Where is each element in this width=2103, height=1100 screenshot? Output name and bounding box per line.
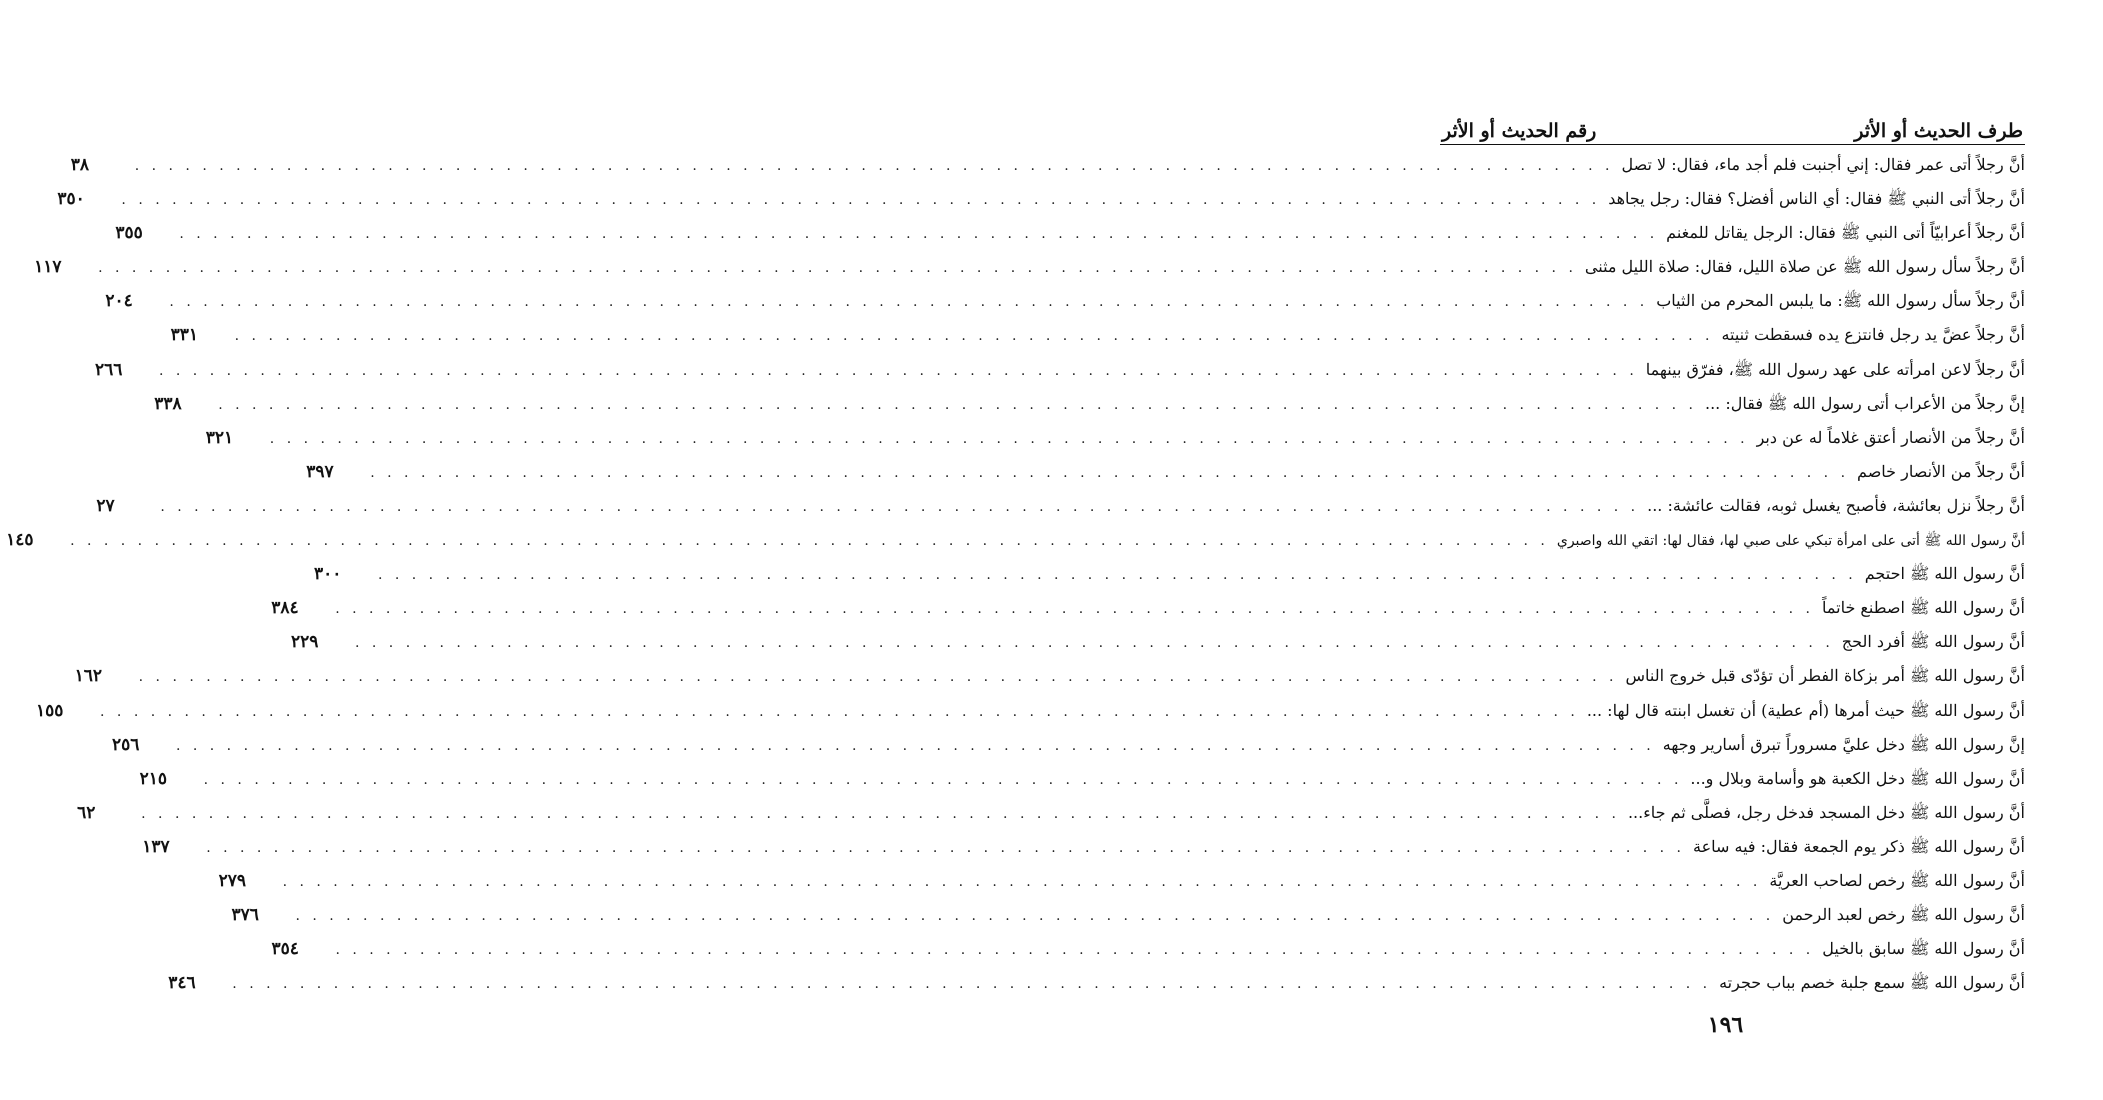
leader-dots: . . . . . . . . . . . . . . . . . . . . . . . . . . . . . . . . . . . . . . . . . . . . . . . . . . . . . . . . . . . . . . . . . . . . . . . . . . . . . . . . . . . . . . . . (232, 976, 1712, 993)
hadith-text: أنَّ رجلاً عضَّ يد رجل فانتزع يده فسقطت ثنيته (1721, 325, 2025, 345)
list-item (142, 836, 2025, 871)
hadith-number: ٢٦٦ (95, 359, 123, 380)
leader-dots: . . . . . . . . . . . . . . . . . . . . . . . . . . . . . . . . . . . . . . . . . . . . . . . . . . . . . . . . . . . . . . . . . . . . . . . . . . . . . . . . . . . . . . . . (98, 260, 1577, 277)
hadith-number: ٣٢١ (205, 427, 234, 448)
list-item (231, 905, 2025, 939)
leader-dots: . . . . . . . . . . . . . . . . . . . . . . . . . . . . . . . . . . . . . . . . . . . . . . . . . . . . . . . . . . . . . . . . . . . . . . . . . . . . . . . . . . . . . . . . (355, 635, 1834, 652)
list-item (139, 768, 2025, 803)
hadith-number: ٢١٥ (139, 768, 168, 789)
header-divider (1440, 144, 2025, 145)
hadith-number: ٦٢ (77, 802, 96, 823)
leader-dots: . . . . . . . . . . . . . . . . . . . . . . . . . . . . . . . . . . . . . . . . . . . . . . . . . . . . . . . . . . . . . . . . . . . . . . . . . . . . . . . . . . . . . . . . (335, 601, 1814, 618)
hadith-number: ٣٥٤ (271, 939, 299, 960)
hadith-number: ٣٣١ (170, 325, 199, 346)
hadith-text: أنَّ رسول الله ﷺ سابق بالخيل (1822, 939, 2025, 959)
list-item (95, 359, 2025, 394)
list-item (170, 325, 2025, 359)
hadith-number: ٣٣٨ (154, 393, 182, 414)
list-item (115, 223, 2025, 257)
hadith-number: ٣٥٥ (115, 223, 143, 244)
column-title-number: رقم الحديث أو الأثر (1442, 120, 1597, 142)
hadith-number: ١٣٧ (142, 836, 170, 857)
hadith-number: ١١٧ (34, 257, 62, 278)
list-item (271, 598, 2025, 632)
list-item (111, 734, 2025, 769)
hadith-text: أنَّ رسول الله ﷺ أمر بزكاة الفطر أن تؤدّى قبل خروج الناس (1625, 666, 2025, 686)
leader-dots: . . . . . . . . . . . . . . . . . . . . . . . . . . . . . . . . . . . . . . . . . . . . . . . . . . . . . . . . . . . . . . . . . . . . . . . . . . . . . . . . . . . . . . . . (141, 805, 1620, 822)
leader-dots: . . . . . . . . . . . . . . . . . . . . . . . . . . . . . . . . . . . . . . . . . . . . . . . . . . . . . . . . . . . . . . . . . . . . . . . . . . . . . . . . . . . . . . . . (138, 669, 1618, 686)
hadith-number: ٣٩٧ (306, 461, 334, 482)
leader-dots: . . . . . . . . . . . . . . . . . . . . . . . . . . . . . . . . . . . . . . . . . . . . . . . . . . . . . . . . . . . . . . . . . . . . . . . . . . . . . . . . . . . . . . . . (295, 908, 1775, 925)
list-item (154, 393, 2025, 428)
hadith-number: ٢٧ (96, 495, 115, 516)
hadith-text: أنَّ رجلاً أتى النبي ﷺ فقال: أي الناس أفضل؟ فقال: رجل يجاهد (1608, 189, 2025, 209)
leader-dots: . . . . . . . . . . . . . . . . . . . . . . . . . . . . . . . . . . . . . . . . . . . . . . . . . . . . . . . . . . . . . . . . . . . . . . . . . . . . . . . . . . . . . . . . (160, 498, 1640, 515)
hadith-text: أنَّ رجلاً أعرابيّاً أتى النبي ﷺ فقال: الرجل يقاتل للمغنم (1666, 223, 2025, 243)
list-item (168, 973, 2025, 1007)
leader-dots: . . . . . . . . . . . . . . . . . . . . . . . . . . . . . . . . . . . . . . . . . . . . . . . . . . . . . . . . . . . . . . . . . . . . . . . . . . . . . . . . . . . . . . . . (121, 192, 1601, 209)
hadith-text: أنَّ رسول الله ﷺ سمع جلبة خصم بباب حجرته (1719, 973, 2025, 993)
leader-dots: . . . . . . . . . . . . . . . . . . . . . . . . . . . . . . . . . . . . . . . . . . . . . . . . . . . . . . . . . . . . . . . . . . . . . . . . . . . . . . . . . . . . . . . . (175, 737, 1655, 754)
hadith-text: أنَّ رجلاً سأل رسول الله ﷺ عن صلاة الليل، فقال: صلاة الليل مثنى (1584, 257, 2025, 277)
hadith-text: أنَّ رسول الله ﷺ احتجم (1864, 564, 2025, 584)
hadith-text: أنَّ رسول الله ﷺ أتى على امرأة تبكي على صبي لها، فقال لها: اتقي الله واصبري (1556, 533, 2025, 550)
hadith-text: أنَّ رجلاً من الأنصار خاصم (1857, 461, 2025, 481)
leader-dots: . . . . . . . . . . . . . . . . . . . . . . . . . . . . . . . . . . . . . . . . . . . . . . . . . . . . . . . . . . . . . . . . . . . . . . . . . . . . . . . . . . . . . . . . (179, 226, 1659, 243)
column-title-hadith: طرف الحديث أو الأثر (1854, 120, 2023, 142)
list-item (271, 939, 2025, 973)
hadith-number: ٢٥٦ (111, 734, 140, 755)
leader-dots: . . . . . . . . . . . . . . . . . . . . . . . . . . . . . . . . . . . . . . . . . . . . . . . . . . . . . . . . . . . . . . . . . . . . . . . . . . . . . . . . . . . . . . . . (100, 703, 1579, 720)
hadith-number: ٢٧٩ (218, 870, 246, 891)
list-item (291, 632, 2025, 666)
hadith-text: أنَّ رسول الله ﷺ رخص لعبد الرحمن (1782, 905, 2025, 925)
list-item (36, 700, 2025, 735)
list-item (218, 870, 2025, 905)
hadith-number: ١٦٢ (74, 666, 103, 687)
hadith-text: أنَّ رجلاً أتى عمر فقال: إني أجنبت فلم أجد ماء، فقال: لا تصل (1621, 155, 2025, 174)
leader-dots: . . . . . . . . . . . . . . . . . . . . . . . . . . . . . . . . . . . . . . . . . . . . . . . . . . . . . . . . . . . . . . . . . . . . . . . . . . . . . . . . . . . . . . . . (169, 294, 1649, 311)
hadith-text: أنَّ رسول الله ﷺ حيث أمرها (أم عطية) أن تغسل ابنته قال لها: ... (1586, 700, 2025, 720)
hadith-text: أنَّ رسول الله ﷺ اصطنع خاتماً (1821, 598, 2025, 618)
hadith-number: ٢٠٤ (105, 291, 133, 312)
hadith-text: أنَّ رجلاً نزل بعائشة، فأصبح يغسل ثوبه، فقالت عائشة: ... (1647, 495, 2025, 515)
page-number: ١٩٦ (1707, 1012, 1744, 1038)
list-item (313, 564, 2025, 598)
leader-dots: . . . . . . . . . . . . . . . . . . . . . . . . . . . . . . . . . . . . . . . . . . . . . . . . . . . . . . . . . . . . . . . . . . . . . . . . . . . . . . . . . . . . . . . . (335, 942, 1815, 959)
hadith-number: ٣٨ (70, 155, 89, 175)
list-item (34, 257, 2025, 291)
leader-dots: . . . . . . . . . . . . . . . . . . . . . . . . . . . . . . . . . . . . . . . . . . . . . . . . . . . . . . . . . . . . . . . . . . . . . . . . . . . . . . . . . . . . . . . . (134, 158, 1614, 174)
hadith-text: أنَّ رسول الله ﷺ رخص لصاحب العريَّة (1769, 870, 2025, 890)
leader-dots: . . . . . . . . . . . . . . . . . . . . . . . . . . . . . . . . . . . . . . . . . . . . . . . . . . . . . . . . . . . . . . . . . . . . . . . . . . . . . . . . . . . . . . . . (206, 839, 1685, 856)
list-item (74, 666, 2025, 700)
list-item (205, 427, 2025, 462)
leader-dots: . . . . . . . . . . . . . . . . . . . . . . . . . . . . . . . . . . . . . . . . . . . . . . . . . . . . . . . . . . . . . . . . . . . . . . . . . . . . . . . . . . . . . . . . (203, 771, 1683, 788)
list-item (306, 461, 2025, 496)
index-page (6, 108, 2025, 1007)
hadith-number: ١٥٥ (36, 700, 64, 721)
list-item (70, 155, 2025, 189)
list-item (6, 530, 2025, 564)
hadith-text: أنَّ رجلاً لاعن امرأته على عهد رسول الله ﷺ، ففرّق بينهما (1645, 359, 2025, 379)
leader-dots: . . . . . . . . . . . . . . . . . . . . . . . . . . . . . . . . . . . . . . . . . . . . . . . . . . . . . . . . . . . . . . . . . . . . . . . . . . . . . . . . . . . . . . . . (234, 328, 1714, 345)
leader-dots: . . . . . . . . . . . . . . . . . . . . . . . . . . . . . . . . . . . . . . . . . . . . . . . . . . . . . . . . . . . . . . . . . . . . . . . . . . . . . . . . . . . . . . . . (282, 873, 1762, 890)
list-item (96, 495, 2025, 530)
leader-dots: . . . . . . . . . . . . . . . . . . . . . . . . . . . . . . . . . . . . . . . . . . . . . . . . . . . . . . . . . . . . . . . . . . . . . . . . . . . . . . . . . . . . . . . . (218, 396, 1697, 413)
hadith-number: ٢٢٩ (291, 632, 319, 653)
list-item (77, 802, 2025, 837)
hadith-text: أنَّ رجلاً من الأنصار أعتق غلاماً له عن دبر (1756, 427, 2025, 447)
hadith-number: ٣٧٦ (231, 905, 259, 926)
index-list (6, 155, 2025, 1007)
table-header (1440, 108, 2025, 142)
leader-dots: . . . . . . . . . . . . . . . . . . . . . . . . . . . . . . . . . . . . . . . . . . . . . . . . . . . . . . . . . . . . . . . . . . . . . . . . . . . . . . . . . . . . . . . . (377, 567, 1857, 584)
hadith-text: أنَّ رسول الله ﷺ دخل المسجد فدخل رجل، فصلَّى ثم جاء... (1627, 802, 2025, 822)
hadith-number: ١٤٥ (6, 530, 34, 551)
list-item (105, 291, 2025, 325)
hadith-text: أنَّ رجلاً سأل رسول الله ﷺ: ما يلبس المحرم من الثياب (1656, 291, 2025, 311)
leader-dots: . . . . . . . . . . . . . . . . . . . . . . . . . . . . . . . . . . . . . . . . . . . . . . . . . . . . . . . . . . . . . . . . . . . . . . . . . . . . . . . . . . . . . . . . (159, 362, 1638, 379)
hadith-text: أنَّ رسول الله ﷺ ذكر يوم الجمعة فقال: فيه ساعة (1693, 836, 2025, 856)
list-item (57, 189, 2025, 223)
hadith-number: ٣٥٠ (57, 189, 85, 210)
hadith-text: أنَّ رسول الله ﷺ دخل الكعبة هو وأسامة وبلال و... (1690, 768, 2025, 788)
leader-dots: . . . . . . . . . . . . . . . . . . . . . . . . . . . . . . . . . . . . . . . . . . . . . . . . . . . . . . . . . . . . . . . . . . . . . . . . . . . . . . . . . . . . . . . . (70, 533, 1549, 550)
hadith-text: إنَّ رجلاً من الأعراب أتى رسول الله ﷺ فقال: ... (1704, 393, 2025, 413)
hadith-text: أنَّ رسول الله ﷺ أفرد الحج (1841, 632, 2025, 652)
leader-dots: . . . . . . . . . . . . . . . . . . . . . . . . . . . . . . . . . . . . . . . . . . . . . . . . . . . . . . . . . . . . . . . . . . . . . . . . . . . . . . . . . . . . . . . . (370, 464, 1850, 481)
hadith-number: ٣٠٠ (313, 564, 342, 585)
hadith-number: ٣٨٤ (271, 598, 299, 619)
leader-dots: . . . . . . . . . . . . . . . . . . . . . . . . . . . . . . . . . . . . . . . . . . . . . . . . . . . . . . . . . . . . . . . . . . . . . . . . . . . . . . . . . . . . . . . . (269, 430, 1749, 447)
hadith-number: ٣٤٦ (168, 973, 196, 994)
hadith-text: إنَّ رسول الله ﷺ دخل عليَّ مسروراً تبرق أسارير وجهه (1662, 734, 2025, 754)
